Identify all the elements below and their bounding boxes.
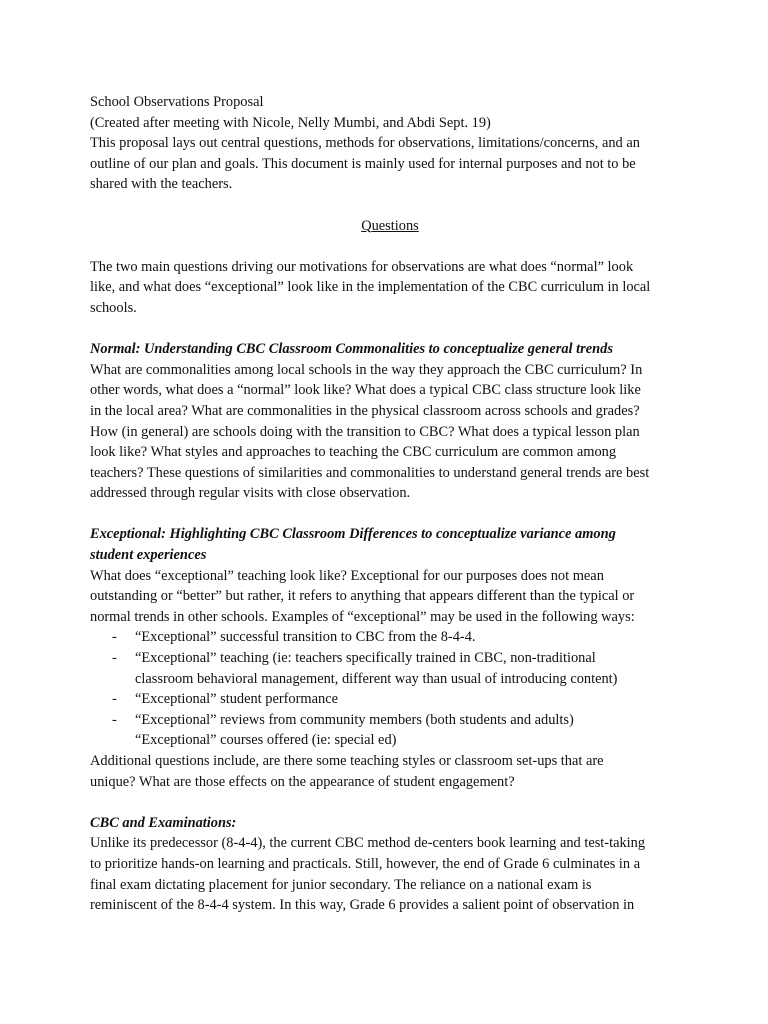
- normal-body-line: in the local area? What are commonalities in the physical classroom across schools and grades?: [90, 402, 640, 419]
- list-item: [90, 710, 690, 731]
- exams-body-line: Unlike its predecessor (8-4-4), the current CBC method de-centers book learning and test-taking: [90, 835, 646, 852]
- exams-body-line: final exam dictating placement for junior secondary. The reliance on a national exam is: [90, 876, 592, 893]
- normal-body-line: teachers? These questions of similarities and commonalities to understand general trends are best: [90, 464, 650, 481]
- document-title: School Observations Proposal: [90, 94, 264, 110]
- normal-body-line: How (in general) are schools doing with the transition to CBC? What does a typical lesson plan: [90, 423, 640, 440]
- list-item-text: “Exceptional” reviews from community members (both students and adults): [135, 711, 574, 728]
- spacer: [90, 195, 690, 216]
- questions-intro-line: schools.: [90, 299, 137, 316]
- exceptional-body-line: What does “exceptional” teaching look like? Exceptional for our purposes does not mean: [90, 567, 604, 584]
- exceptional-section-heading: student experiences: [90, 547, 207, 564]
- normal-body-line: look like? What styles and approaches to teaching the CBC curriculum are common among: [90, 444, 617, 461]
- list-item: [90, 689, 690, 710]
- document-page: [90, 92, 690, 916]
- intro-line: shared with the teachers.: [90, 176, 233, 193]
- list-item-text: “Exceptional” student performance: [135, 691, 338, 708]
- exams-body-line: to prioritize hands-on learning and practicals. Still, however, the end of Grade 6 culminates in a: [90, 855, 641, 872]
- questions-intro-line: like, and what does “exceptional” look like in the implementation of the CBC curriculum in local: [90, 279, 651, 296]
- exams-section-heading: CBC and Examinations:: [90, 814, 237, 831]
- exceptional-after-line: Additional questions include, are there some teaching styles or classroom set-ups that are: [90, 753, 604, 769]
- list-item-text: “Exceptional” successful transition to CBC from the 8-4-4.: [135, 629, 476, 646]
- exceptional-body-line: normal trends in other schools. Examples of “exceptional” may be used in the following ways:: [90, 608, 635, 625]
- spacer: [90, 236, 690, 257]
- list-item: [90, 627, 690, 648]
- list-item-text: “Exceptional” courses offered (ie: special ed): [135, 732, 397, 749]
- list-item-text: classroom behavioral management, different way than usual of introducing content): [135, 670, 618, 687]
- normal-section-heading: Normal: Understanding CBC Classroom Commonalities to conceptualize general trends: [90, 341, 613, 358]
- normal-body-line: other words, what does a “normal” look like? What does a typical CBC class structure look like: [90, 382, 641, 399]
- dash-bullet: -: [112, 650, 117, 667]
- list-item-no-bullet: [90, 730, 690, 751]
- exams-body-line: reminiscent of the 8-4-4 system. In this way, Grade 6 provides a salient point of observation in: [90, 897, 635, 914]
- exceptional-section-heading: Exceptional: Highlighting CBC Classroom Differences to conceptualize variance among: [90, 526, 616, 543]
- normal-body-line: addressed through regular visits with close observation.: [90, 485, 411, 502]
- normal-body-line: What are commonalities among local schools in the way they approach the CBC curriculum? In: [90, 361, 643, 378]
- intro-line: This proposal lays out central questions, methods for observations, limitations/concerns, and an: [90, 135, 640, 152]
- spacer: [90, 504, 690, 525]
- exceptional-after-line: unique? What are those effects on the appearance of student engagement?: [90, 773, 515, 790]
- list-item-text: “Exceptional” teaching (ie: teachers specifically trained in CBC, non-traditional: [135, 650, 596, 667]
- exceptional-body-line: outstanding or “better” but rather, it refers to anything that appears different than the typical or: [90, 588, 635, 605]
- dash-bullet: -: [112, 711, 117, 728]
- list-item: [90, 648, 690, 669]
- spacer: [90, 792, 690, 813]
- document-subtitle: (Created after meeting with Nicole, Nelly Mumbi, and Abdi Sept. 19): [90, 114, 491, 131]
- intro-line: outline of our plan and goals. This document is mainly used for internal purposes and not to be: [90, 155, 636, 172]
- dash-bullet: -: [112, 691, 117, 708]
- list-item-continuation: [90, 669, 690, 690]
- dash-bullet: -: [112, 629, 117, 646]
- spacer: [90, 319, 690, 340]
- questions-heading: Questions: [361, 217, 419, 234]
- questions-intro-line: The two main questions driving our motivations for observations are what does “normal” look: [90, 258, 634, 275]
